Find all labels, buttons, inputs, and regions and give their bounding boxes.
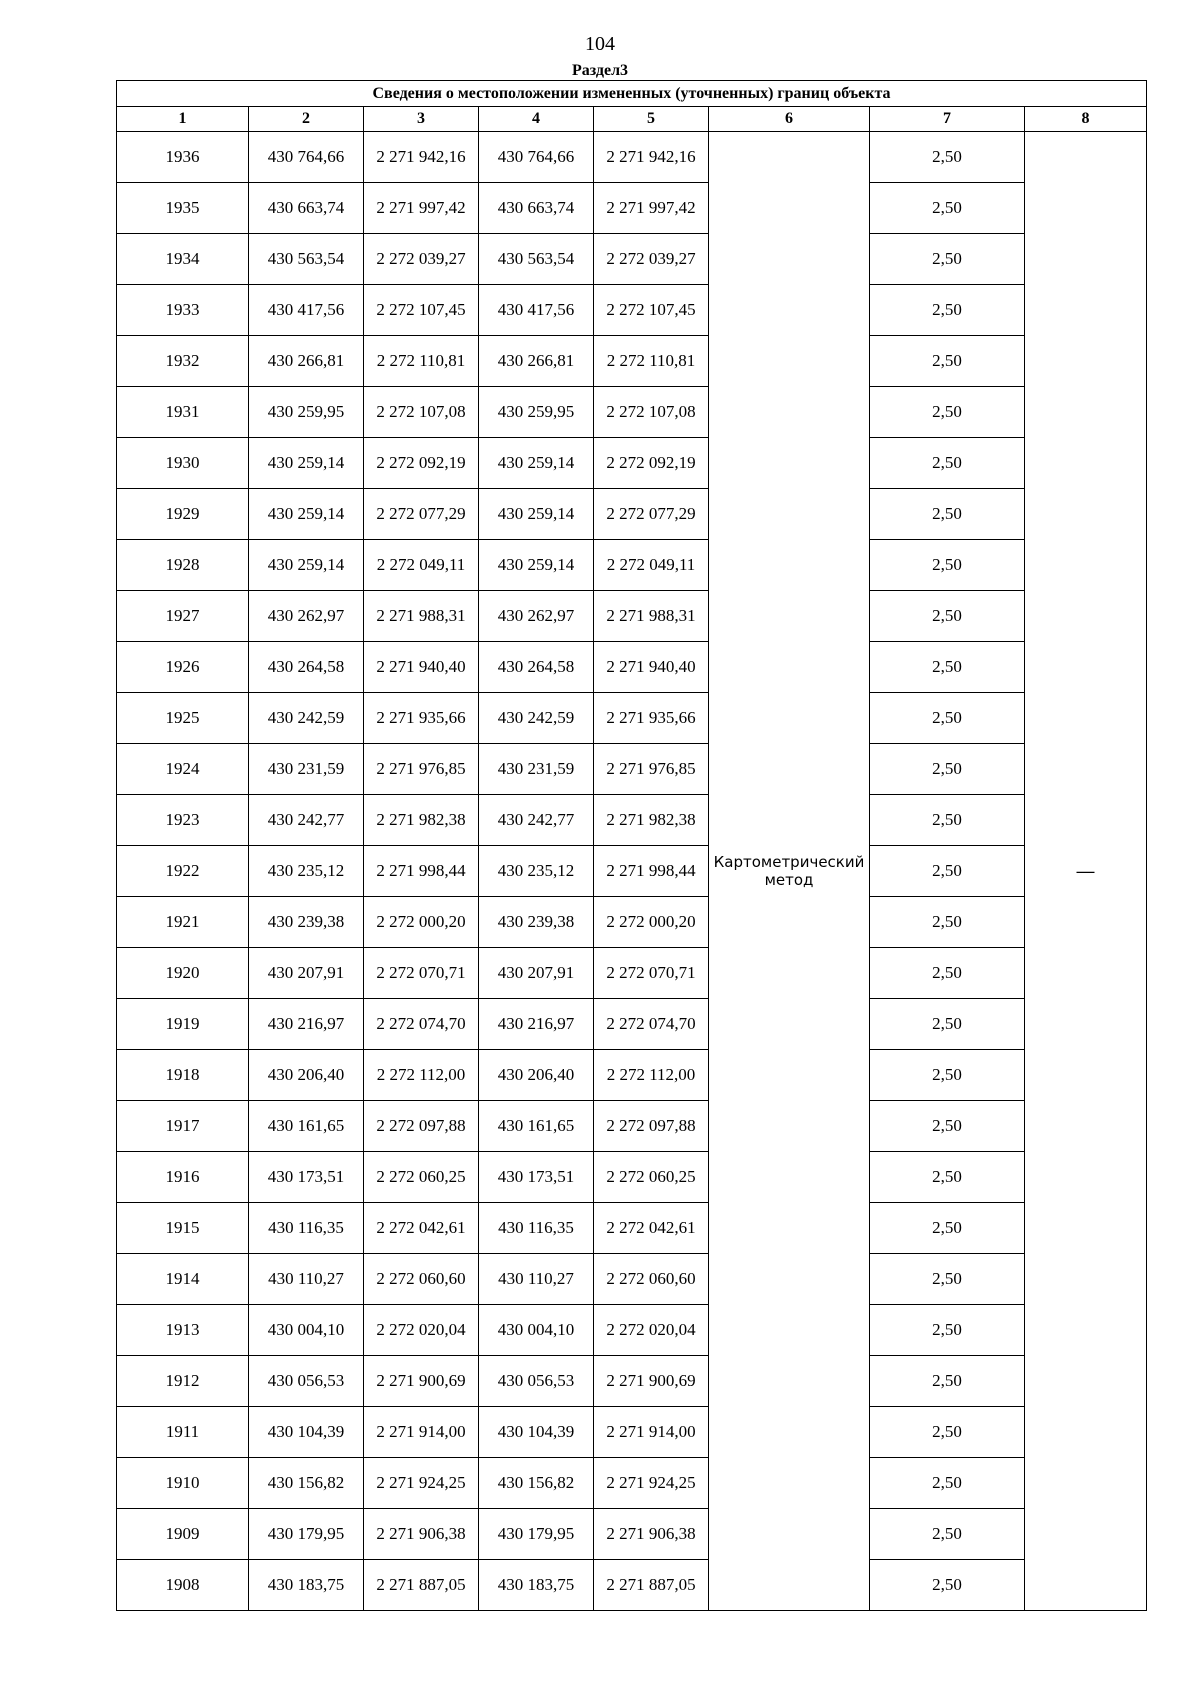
cell-accuracy: 2,50 <box>870 234 1025 285</box>
cell-point: 1914 <box>117 1254 249 1305</box>
cell-point: 1931 <box>117 387 249 438</box>
cell-method: Картометрический метод <box>709 132 870 1611</box>
table-row <box>117 897 1147 948</box>
cell-accuracy: 2,50 <box>870 132 1025 183</box>
cell-y1: 2 271 982,38 <box>364 795 479 846</box>
cell-x1: 430 764,66 <box>249 132 364 183</box>
cell-accuracy: 2,50 <box>870 1101 1025 1152</box>
cell-x2: 430 563,54 <box>479 234 594 285</box>
cell-x2: 430 183,75 <box>479 1560 594 1611</box>
cell-accuracy: 2,50 <box>870 1560 1025 1611</box>
cell-point: 1919 <box>117 999 249 1050</box>
cell-y1: 2 272 042,61 <box>364 1203 479 1254</box>
cell-y2: 2 271 935,66 <box>594 693 709 744</box>
cell-x2: 430 161,65 <box>479 1101 594 1152</box>
cell-point: 1934 <box>117 234 249 285</box>
cell-x2: 430 216,97 <box>479 999 594 1050</box>
cell-y2: 2 271 887,05 <box>594 1560 709 1611</box>
cell-x1: 430 264,58 <box>249 642 364 693</box>
cell-x2: 430 173,51 <box>479 1152 594 1203</box>
table-row <box>117 1458 1147 1509</box>
cell-y2: 2 272 020,04 <box>594 1305 709 1356</box>
cell-point: 1911 <box>117 1407 249 1458</box>
cell-accuracy: 2,50 <box>870 744 1025 795</box>
cell-y1: 2 272 074,70 <box>364 999 479 1050</box>
cell-y1: 2 271 914,00 <box>364 1407 479 1458</box>
cell-x2: 430 266,81 <box>479 336 594 387</box>
cell-y1: 2 272 070,71 <box>364 948 479 999</box>
cell-x2: 430 239,38 <box>479 897 594 948</box>
cell-point: 1918 <box>117 1050 249 1101</box>
cell-x1: 430 056,53 <box>249 1356 364 1407</box>
cell-x1: 430 110,27 <box>249 1254 364 1305</box>
cell-x2: 430 242,77 <box>479 795 594 846</box>
cell-y1: 2 271 997,42 <box>364 183 479 234</box>
table-row <box>117 1050 1147 1101</box>
cell-x1: 430 259,14 <box>249 540 364 591</box>
cell-point: 1928 <box>117 540 249 591</box>
cell-x1: 430 259,95 <box>249 387 364 438</box>
cell-y2: 2 271 988,31 <box>594 591 709 642</box>
cell-y1: 2 271 988,31 <box>364 591 479 642</box>
cell-y1: 2 272 097,88 <box>364 1101 479 1152</box>
column-number: 4 <box>479 107 594 132</box>
cell-point: 1912 <box>117 1356 249 1407</box>
cell-x2: 430 235,12 <box>479 846 594 897</box>
column-number: 6 <box>709 107 870 132</box>
column-number: 5 <box>594 107 709 132</box>
cell-y2: 2 272 077,29 <box>594 489 709 540</box>
table-row <box>117 132 1147 183</box>
cell-y2: 2 271 942,16 <box>594 132 709 183</box>
cell-x1: 430 239,38 <box>249 897 364 948</box>
column-number: 7 <box>870 107 1025 132</box>
cell-accuracy: 2,50 <box>870 591 1025 642</box>
cell-point: 1926 <box>117 642 249 693</box>
cell-x2: 430 259,14 <box>479 489 594 540</box>
cell-accuracy: 2,50 <box>870 897 1025 948</box>
cell-x2: 430 242,59 <box>479 693 594 744</box>
cell-accuracy: 2,50 <box>870 540 1025 591</box>
table-row <box>117 183 1147 234</box>
cell-y1: 2 272 092,19 <box>364 438 479 489</box>
cell-y2: 2 271 976,85 <box>594 744 709 795</box>
table-row <box>117 1152 1147 1203</box>
cell-x1: 430 663,74 <box>249 183 364 234</box>
cell-x2: 430 004,10 <box>479 1305 594 1356</box>
cell-accuracy: 2,50 <box>870 999 1025 1050</box>
cell-x2: 430 116,35 <box>479 1203 594 1254</box>
cell-point: 1923 <box>117 795 249 846</box>
cell-x1: 430 262,97 <box>249 591 364 642</box>
cell-x1: 430 235,12 <box>249 846 364 897</box>
cell-y2: 2 271 998,44 <box>594 846 709 897</box>
cell-y1: 2 271 942,16 <box>364 132 479 183</box>
cell-x2: 430 417,56 <box>479 285 594 336</box>
table-row <box>117 1203 1147 1254</box>
cell-y2: 2 272 060,60 <box>594 1254 709 1305</box>
cell-y2: 2 272 110,81 <box>594 336 709 387</box>
cell-x1: 430 179,95 <box>249 1509 364 1560</box>
cell-y2: 2 271 914,00 <box>594 1407 709 1458</box>
cell-y1: 2 272 049,11 <box>364 540 479 591</box>
cell-x1: 430 173,51 <box>249 1152 364 1203</box>
cell-y1: 2 272 020,04 <box>364 1305 479 1356</box>
cell-x1: 430 259,14 <box>249 438 364 489</box>
cell-x1: 430 206,40 <box>249 1050 364 1101</box>
cell-accuracy: 2,50 <box>870 1458 1025 1509</box>
cell-x2: 430 259,14 <box>479 438 594 489</box>
table-row <box>117 285 1147 336</box>
cell-point: 1935 <box>117 183 249 234</box>
cell-x1: 430 242,77 <box>249 795 364 846</box>
cell-y1: 2 271 906,38 <box>364 1509 479 1560</box>
cell-y1: 2 271 935,66 <box>364 693 479 744</box>
table-row <box>117 1254 1147 1305</box>
table-row <box>117 438 1147 489</box>
cell-accuracy: 2,50 <box>870 948 1025 999</box>
cell-point: 1915 <box>117 1203 249 1254</box>
cell-accuracy: 2,50 <box>870 336 1025 387</box>
cell-y1: 2 272 107,08 <box>364 387 479 438</box>
cell-accuracy: 2,50 <box>870 642 1025 693</box>
cell-accuracy: 2,50 <box>870 1152 1025 1203</box>
cell-y2: 2 272 070,71 <box>594 948 709 999</box>
cell-x1: 430 183,75 <box>249 1560 364 1611</box>
cell-point: 1917 <box>117 1101 249 1152</box>
table-row <box>117 1407 1147 1458</box>
cell-y1: 2 272 077,29 <box>364 489 479 540</box>
cell-point: 1910 <box>117 1458 249 1509</box>
cell-point: 1913 <box>117 1305 249 1356</box>
cell-point: 1925 <box>117 693 249 744</box>
cell-accuracy: 2,50 <box>870 693 1025 744</box>
table-body <box>117 132 1147 1611</box>
cell-y2: 2 272 097,88 <box>594 1101 709 1152</box>
cell-x1: 430 242,59 <box>249 693 364 744</box>
column-number: 1 <box>117 107 249 132</box>
cell-y1: 2 272 110,81 <box>364 336 479 387</box>
section-title: Раздел3 <box>571 62 629 79</box>
cell-y2: 2 272 107,08 <box>594 387 709 438</box>
cell-x1: 430 216,97 <box>249 999 364 1050</box>
table-caption: Сведения о местоположении измененных (уточненных) границ объекта <box>117 81 1147 107</box>
cell-y2: 2 272 042,61 <box>594 1203 709 1254</box>
table-row <box>117 693 1147 744</box>
table-row <box>117 795 1147 846</box>
cell-x2: 430 156,82 <box>479 1458 594 1509</box>
cell-accuracy: 2,50 <box>870 1356 1025 1407</box>
table-row <box>117 234 1147 285</box>
boundary-coordinates-table <box>116 80 1147 1611</box>
cell-point: 1922 <box>117 846 249 897</box>
cell-x1: 430 563,54 <box>249 234 364 285</box>
table-row <box>117 1509 1147 1560</box>
cell-y2: 2 271 997,42 <box>594 183 709 234</box>
cell-accuracy: 2,50 <box>870 1509 1025 1560</box>
cell-x2: 430 110,27 <box>479 1254 594 1305</box>
cell-accuracy: 2,50 <box>870 183 1025 234</box>
cell-y2: 2 272 092,19 <box>594 438 709 489</box>
page-number: 104 <box>585 33 615 55</box>
cell-y1: 2 272 039,27 <box>364 234 479 285</box>
cell-y1: 2 271 887,05 <box>364 1560 479 1611</box>
cell-accuracy: 2,50 <box>870 1254 1025 1305</box>
cell-point: 1924 <box>117 744 249 795</box>
table-row <box>117 1101 1147 1152</box>
cell-y2: 2 272 000,20 <box>594 897 709 948</box>
cell-y2: 2 271 940,40 <box>594 642 709 693</box>
cell-x1: 430 004,10 <box>249 1305 364 1356</box>
cell-y1: 2 271 924,25 <box>364 1458 479 1509</box>
cell-accuracy: 2,50 <box>870 489 1025 540</box>
cell-accuracy: 2,50 <box>870 1407 1025 1458</box>
table-row <box>117 744 1147 795</box>
cell-y1: 2 271 998,44 <box>364 846 479 897</box>
cell-point: 1920 <box>117 948 249 999</box>
table-row <box>117 846 1147 897</box>
cell-x2: 430 764,66 <box>479 132 594 183</box>
cell-y2: 2 271 982,38 <box>594 795 709 846</box>
column-number: 8 <box>1025 107 1147 132</box>
table-row <box>117 1560 1147 1611</box>
cell-x2: 430 264,58 <box>479 642 594 693</box>
table-row <box>117 999 1147 1050</box>
cell-y2: 2 272 074,70 <box>594 999 709 1050</box>
table-row <box>117 540 1147 591</box>
table-row <box>117 642 1147 693</box>
table-row <box>117 387 1147 438</box>
column-number: 3 <box>364 107 479 132</box>
cell-x1: 430 259,14 <box>249 489 364 540</box>
table-row <box>117 591 1147 642</box>
cell-x1: 430 116,35 <box>249 1203 364 1254</box>
cell-x2: 430 104,39 <box>479 1407 594 1458</box>
cell-y1: 2 272 000,20 <box>364 897 479 948</box>
cell-accuracy: 2,50 <box>870 846 1025 897</box>
cell-accuracy: 2,50 <box>870 438 1025 489</box>
cell-x2: 430 259,95 <box>479 387 594 438</box>
cell-x1: 430 104,39 <box>249 1407 364 1458</box>
cell-y2: 2 271 924,25 <box>594 1458 709 1509</box>
cell-point: 1916 <box>117 1152 249 1203</box>
cell-x2: 430 179,95 <box>479 1509 594 1560</box>
cell-x1: 430 207,91 <box>249 948 364 999</box>
table-row <box>117 1305 1147 1356</box>
cell-y1: 2 272 107,45 <box>364 285 479 336</box>
cell-point: 1930 <box>117 438 249 489</box>
cell-y1: 2 271 940,40 <box>364 642 479 693</box>
cell-x2: 430 262,97 <box>479 591 594 642</box>
cell-accuracy: 2,50 <box>870 1203 1025 1254</box>
cell-accuracy: 2,50 <box>870 285 1025 336</box>
cell-y2: 2 272 060,25 <box>594 1152 709 1203</box>
cell-point: 1933 <box>117 285 249 336</box>
cell-accuracy: 2,50 <box>870 795 1025 846</box>
cell-y2: 2 272 039,27 <box>594 234 709 285</box>
cell-y2: 2 271 906,38 <box>594 1509 709 1560</box>
cell-point: 1929 <box>117 489 249 540</box>
cell-y2: 2 271 900,69 <box>594 1356 709 1407</box>
table-row <box>117 489 1147 540</box>
cell-y1: 2 272 060,25 <box>364 1152 479 1203</box>
cell-y2: 2 272 107,45 <box>594 285 709 336</box>
cell-accuracy: 2,50 <box>870 387 1025 438</box>
cell-column8: — <box>1025 132 1147 1611</box>
cell-point: 1927 <box>117 591 249 642</box>
cell-point: 1921 <box>117 897 249 948</box>
cell-y1: 2 271 900,69 <box>364 1356 479 1407</box>
cell-y2: 2 272 049,11 <box>594 540 709 591</box>
cell-y1: 2 271 976,85 <box>364 744 479 795</box>
cell-x2: 430 056,53 <box>479 1356 594 1407</box>
table-row <box>117 336 1147 387</box>
cell-x2: 430 207,91 <box>479 948 594 999</box>
cell-x1: 430 231,59 <box>249 744 364 795</box>
cell-y1: 2 272 112,00 <box>364 1050 479 1101</box>
column-number: 2 <box>249 107 364 132</box>
cell-point: 1909 <box>117 1509 249 1560</box>
cell-point: 1932 <box>117 336 249 387</box>
cell-x2: 430 231,59 <box>479 744 594 795</box>
table-row <box>117 948 1147 999</box>
cell-x1: 430 161,65 <box>249 1101 364 1152</box>
cell-y2: 2 272 112,00 <box>594 1050 709 1101</box>
cell-x1: 430 417,56 <box>249 285 364 336</box>
cell-x1: 430 156,82 <box>249 1458 364 1509</box>
cell-accuracy: 2,50 <box>870 1050 1025 1101</box>
cell-y1: 2 272 060,60 <box>364 1254 479 1305</box>
cell-x1: 430 266,81 <box>249 336 364 387</box>
cell-x2: 430 206,40 <box>479 1050 594 1101</box>
cell-point: 1908 <box>117 1560 249 1611</box>
cell-point: 1936 <box>117 132 249 183</box>
column-number-row <box>117 107 1147 132</box>
cell-x2: 430 259,14 <box>479 540 594 591</box>
cell-accuracy: 2,50 <box>870 1305 1025 1356</box>
table-row <box>117 1356 1147 1407</box>
cell-x2: 430 663,74 <box>479 183 594 234</box>
